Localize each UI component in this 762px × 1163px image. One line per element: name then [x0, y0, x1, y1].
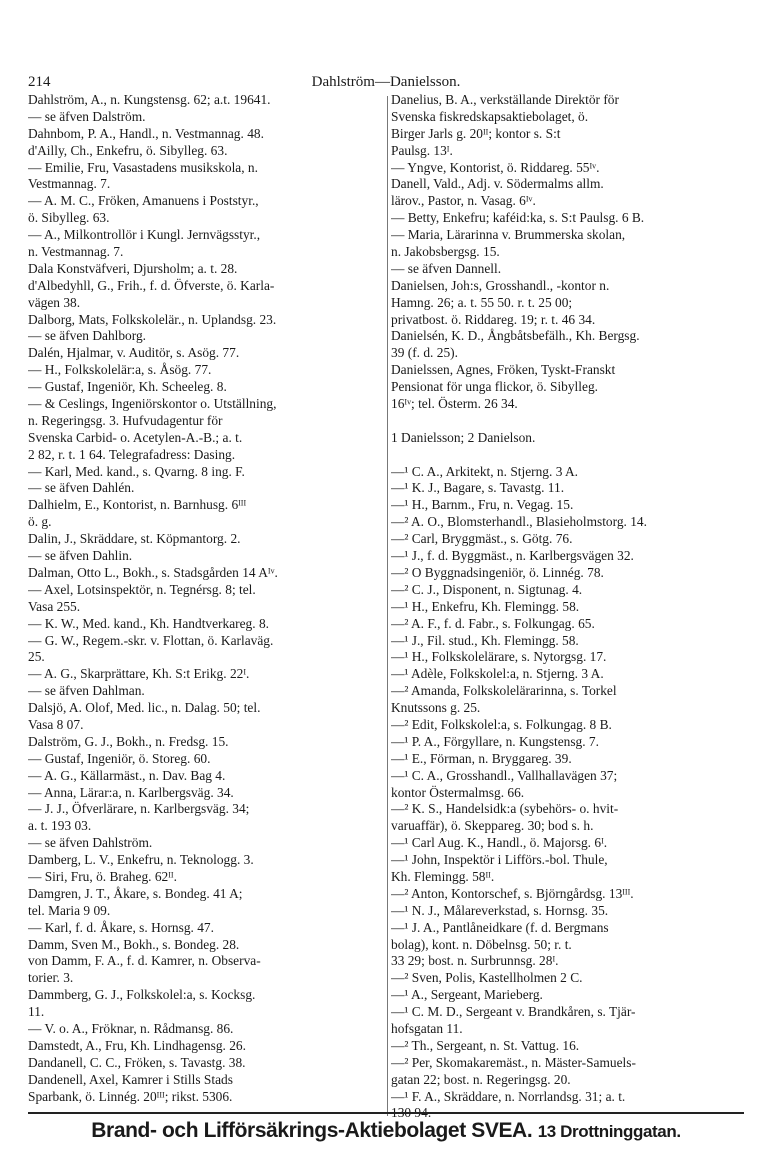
- directory-entry-line: —² Carl, Bryggmäst., s. Götg. 76.: [391, 531, 573, 547]
- directory-entry-line: —² Anton, Kontorschef, s. Björngårdsg. 13ᴵᴵᴵ.: [391, 885, 634, 901]
- directory-entry-line: — Axel, Lotsinspektör, n. Tegnérsg. 8; tel.: [28, 581, 256, 597]
- directory-entry-line: — J. J., Öfverlärare, n. Karlbergsväg. 34;: [28, 801, 250, 817]
- directory-entry-line: Danielsen, Joh:s, Grosshandl., -kontor n.: [391, 277, 610, 293]
- directory-entry-line: Knutssons g. 25.: [391, 700, 481, 716]
- directory-entry-line: ö. Sibylleg. 63.: [28, 210, 110, 226]
- directory-entry-line: Dandenell, Axel, Kamrer i Stills Stads: [28, 1071, 233, 1087]
- directory-entry-line: Damm, Sven M., Bokh., s. Bondeg. 28.: [28, 936, 240, 952]
- directory-entry-line: — Gustaf, Ingeniör, Kh. Scheeleg. 8.: [28, 379, 227, 395]
- directory-entry-line: —² A. F., f. d. Fabr., s. Folkungag. 65.: [391, 615, 595, 631]
- directory-entry-line: Svenska Carbid- o. Acetylen-A.-B.; a. t.: [28, 429, 243, 445]
- directory-entry-line: —¹ John, Inspektör i Lifförs.-bol. Thule,: [391, 852, 608, 868]
- directory-entry-line: hofsgatan 11.: [391, 1020, 463, 1036]
- directory-entry-line: Dalin, J., Skräddare, st. Köpmantorg. 2.: [28, 531, 241, 547]
- directory-entry-line: d'Ailly, Ch., Enkefru, ö. Sibylleg. 63.: [28, 142, 228, 158]
- directory-entry-line: Danelius, B. A., verkställande Direktör för: [391, 92, 619, 107]
- directory-entry-line: — Maria, Lärarinna v. Brummerska skolan,: [391, 227, 626, 243]
- directory-entry-line: [391, 413, 747, 430]
- directory-entry-line: —² Per, Skomakaremäst., n. Mäster-Samuels-: [391, 1054, 636, 1070]
- directory-entry-line: Vestmannag. 7.: [28, 176, 111, 192]
- directory-column-left: [28, 92, 386, 1105]
- directory-entry-line: Dala Konstväfveri, Djursholm; a. t. 28.: [28, 260, 238, 276]
- directory-entry-line: Sparbank, ö. Linnég. 20ᴵᴵᴵ; rikst. 5306.: [28, 1088, 233, 1104]
- directory-entry-line: Dalén, Hjalmar, v. Auditör, s. Asög. 77.: [28, 345, 240, 361]
- directory-entry-line: — se äfven Dahlman.: [28, 683, 145, 699]
- directory-entry-line: — Emilie, Fru, Vasastadens musikskola, n.: [28, 159, 258, 175]
- directory-entry-line: —² Edit, Folkskolel:a, s. Folkungag. 8 B.: [391, 716, 612, 732]
- directory-entry-line: Svenska fiskredskapsaktiebolaget, ö.: [391, 108, 589, 124]
- directory-entry-line: Danell, Vald., Adj. v. Södermalms allm.: [391, 176, 604, 192]
- directory-entry-line: —¹ P. A., Förgyllare, n. Kungstensg. 7.: [391, 733, 599, 749]
- directory-entry-line: Dammberg, G. J., Folkskolel:a, s. Kocksg.: [28, 987, 256, 1003]
- directory-entry-line: 2 82, r. t. 1 64. Telegrafadress: Dasing.: [28, 446, 236, 462]
- directory-entry-line: — G. W., Regem.-skr. v. Flottan, ö. Karlaväg.: [28, 632, 274, 648]
- directory-entry-line: lärov., Pastor, n. Vasag. 6ᴵᵛ.: [391, 193, 536, 209]
- footer-company: Brand- och Lifförsäkrings-Aktiebolaget SVEA.: [91, 1119, 533, 1142]
- directory-entry-line: Damgren, J. T., Åkare, s. Bondeg. 41 A;: [28, 885, 243, 901]
- directory-entry-line: Damstedt, A., Fru, Kh. Lindhagensg. 26.: [28, 1037, 246, 1053]
- directory-entry-line: bolag), kont. n. Döbelnsg. 50; r. t.: [391, 936, 572, 952]
- directory-entry-line: varuaffär), ö. Skeppareg. 30; bod s. h.: [391, 818, 594, 834]
- directory-entry-line: —² K. S., Handelsidk:a (sybehörs- o. hvit-: [391, 801, 619, 817]
- directory-entry-line: kontor Östermalmsg. 66.: [391, 784, 525, 800]
- directory-entry-line: Kh. Flemingg. 58ᴵᴵ.: [391, 868, 495, 884]
- directory-entry-line: —² O Byggnadsingeniör, ö. Linnég. 78.: [391, 564, 604, 580]
- directory-entry-line: —¹ H., Barnm., Fru, n. Vegag. 15.: [391, 497, 574, 513]
- directory-entry-line: Dalsjö, A. Olof, Med. lic., n. Dalag. 50; tel.: [28, 700, 261, 716]
- directory-entry-line: —² Th., Sergeant, n. St. Vattug. 16.: [391, 1037, 580, 1053]
- directory-entry-line: 39 (f. d. 25).: [391, 345, 458, 361]
- directory-entry-line: —¹ E., Förman, n. Bryggareg. 39.: [391, 750, 572, 766]
- directory-entry-line: d'Albedyhll, G., Frih., f. d. Öfverste, ö. Karla-: [28, 277, 275, 293]
- directory-entry-line: —² Amanda, Folkskolelärarinna, s. Torkel: [391, 683, 617, 699]
- directory-entry-line: —¹ N. J., Målareverkstad, s. Hornsg. 35.: [391, 902, 609, 918]
- directory-entry-line: Dalborg, Mats, Folkskolelär., n. Uplandsg. 23.: [28, 311, 277, 327]
- directory-entry-line: — Betty, Enkefru; kaféid:ka, s. S:t Paulsg. 6 B.: [391, 210, 645, 226]
- directory-entry-line: — Siri, Fru, ö. Braheg. 62ᴵᴵ.: [28, 868, 177, 884]
- directory-entry-line: —¹ J., Fil. stud., Kh. Flemingg. 58.: [391, 632, 579, 648]
- directory-entry-line: Vasa 255.: [28, 598, 81, 614]
- directory-entry-line: — se äfven Dahlin.: [28, 548, 133, 564]
- directory-entry-line: — se äfven Dalström.: [28, 108, 146, 124]
- directory-entry-line: [391, 447, 747, 464]
- directory-column-right: [391, 92, 747, 1122]
- directory-entry-line: 11.: [28, 1004, 45, 1020]
- directory-entry-line: — Anna, Lärar:a, n. Karlbergsväg. 34.: [28, 784, 234, 800]
- footer-address: 13 Drottninggatan.: [537, 1122, 681, 1141]
- directory-entry-line: — A. M. C., Fröken, Amanuens i Poststyr.,: [28, 193, 259, 209]
- directory-entry-line: —¹ J. A., Pantlåneidkare (f. d. Bergmans: [391, 919, 609, 935]
- directory-entry-line: 25.: [28, 649, 45, 665]
- directory-entry-line: Dahlström, A., n. Kungstensg. 62; a.t. 19641.: [28, 92, 271, 107]
- directory-entry-line: n. Regeringsg. 3. Hufvudagentur för: [28, 412, 223, 428]
- directory-entry-line: —¹ C. M. D., Sergeant v. Brandkåren, s. Tjär-: [391, 1004, 636, 1020]
- directory-entry-line: Birger Jarls g. 20ᴵᴵ; kontor s. S:t: [391, 125, 561, 141]
- directory-entry-line: Danielsén, K. D., Ångbåtsbefälh., Kh. Bergsg.: [391, 328, 640, 344]
- directory-entry-line: —² Sven, Polis, Kastellholmen 2 C.: [391, 970, 583, 986]
- directory-entry-line: — se äfven Dahlborg.: [28, 328, 147, 344]
- directory-entry-line: n. Jakobsbergsg. 15.: [391, 244, 500, 260]
- directory-entry-line: —¹ A., Sergeant, Marieberg.: [391, 987, 543, 1003]
- directory-entry-line: Dalman, Otto L., Bokh., s. Stadsgården 14 Aᴵᵛ.: [28, 564, 278, 580]
- directory-entry-line: Dandanell, C. C., Fröken, s. Tavastg. 38.: [28, 1054, 246, 1070]
- directory-entry-line: — se äfven Dannell.: [391, 260, 502, 276]
- directory-entry-line: Dahnbom, P. A., Handl., n. Vestmannag. 48.: [28, 125, 264, 141]
- directory-entry-line: — Karl, Med. kand., s. Qvarng. 8 ing. F.: [28, 463, 245, 479]
- directory-entry-line: — & Ceslings, Ingeniörskontor o. Utställning,: [28, 396, 277, 412]
- directory-entry-line: — se äfven Dahlén.: [28, 480, 135, 496]
- directory-entry-line: a. t. 193 03.: [28, 818, 92, 834]
- directory-entry-line: toriег. 3.: [28, 970, 74, 986]
- directory-entry-line: —¹ K. J., Bagare, s. Tavastg. 11.: [391, 480, 565, 496]
- directory-entry-line: Vasa 8 07.: [28, 716, 84, 732]
- directory-entry-line: —¹ F. A., Skräddare, n. Norrlandsg. 31; a. t.: [391, 1088, 626, 1104]
- directory-entry-line: —¹ C. A., Grosshandl., Vallhallavägen 37;: [391, 767, 618, 783]
- directory-entry-line: Pensionat för unga flickor, ö. Sibylleg.: [391, 379, 598, 395]
- running-title: Dahlström—Danielsson.: [311, 74, 461, 90]
- directory-entry-line: —¹ C. A., Arkitekt, n. Stjerng. 3 A.: [391, 463, 579, 479]
- directory-entry-line: — Yngve, Kontorist, ö. Riddareg. 55ᴵᵛ.: [391, 159, 600, 175]
- directory-entry-line: — K. W., Med. kand., Kh. Handtverkareg. 8.: [28, 615, 269, 631]
- directory-entry-line: Paulsg. 13ᴵ.: [391, 142, 453, 158]
- directory-entry-line: 130 94.: [391, 1105, 432, 1121]
- directory-entry-line: — H., Folkskolelär:a, s. Åsög. 77.: [28, 362, 212, 378]
- directory-entry-line: — A., Milkontrollör i Kungl. Jernvägsstyr.,: [28, 227, 261, 243]
- directory-entry-line: —¹ H., Folkskolelärare, s. Nytorgsg. 17.: [391, 649, 607, 665]
- directory-entry-line: privatbost. ö. Riddareg. 19; r. t. 46 34.: [391, 311, 596, 327]
- directory-entry-line: tel. Maria 9 09.: [28, 902, 111, 918]
- directory-entry-line: —¹ Carl Aug. K., Handl., ö. Majorsg. 6ᴵ.: [391, 835, 608, 851]
- page-number: 214: [28, 74, 51, 90]
- column-divider: [387, 96, 388, 1116]
- directory-entry-line: ö. g.: [28, 514, 52, 530]
- directory-entry-line: —¹ H., Enkefru, Kh. Flemingg. 58.: [391, 598, 580, 614]
- directory-entry-line: — A. G., Källarmäst., n. Dav. Bag 4.: [28, 767, 226, 783]
- directory-entry-line: — A. G., Skarprättare, Kh. S:t Erikg. 22ᴵ.: [28, 666, 250, 682]
- directory-entry-line: 33 29; bost. n. Surbrunnsg. 28ᴵ.: [391, 953, 559, 969]
- directory-entry-line: Dalström, G. J., Bokh., n. Fredsg. 15.: [28, 733, 229, 749]
- directory-entry-line: —² A. O., Blomsterhandl., Blasieholmstorg. 14.: [391, 514, 647, 530]
- directory-entry-line: 16ᴵᵛ; tel. Österm. 26 34.: [391, 396, 518, 412]
- directory-entry-line: —¹ Adèle, Folkskolel:a, n. Stjerng. 3 A.: [391, 666, 604, 682]
- directory-entry-line: von Damm, F. A., f. d. Kamrer, n. Observa-: [28, 953, 261, 969]
- directory-entry-line: Hamng. 26; a. t. 55 50. r. t. 25 00;: [391, 294, 573, 310]
- footer-advertisement: [28, 1112, 744, 1148]
- directory-entry-line: — Gustaf, Ingeniör, ö. Storeg. 60.: [28, 750, 211, 766]
- directory-entry-line: — Karl, f. d. Åkare, s. Hornsg. 47.: [28, 919, 214, 935]
- directory-entry-line: 1 Danielsson; 2 Danielson.: [391, 429, 536, 445]
- directory-entry-line: vägen 38.: [28, 294, 81, 310]
- directory-entry-line: —¹ J., f. d. Byggmäst., n. Karlbergsvägen 32.: [391, 548, 634, 564]
- directory-entry-line: Dalhielm, E., Kontorist, n. Barnhusg. 6ᴵᴵᴵ: [28, 497, 247, 513]
- directory-entry-line: — se äfven Dahlström.: [28, 835, 153, 851]
- directory-entry-line: —² C. J., Disponent, n. Sigtunag. 4.: [391, 581, 583, 597]
- directory-entry-line: gatan 22; bost. n. Regeringsg. 20.: [391, 1071, 571, 1087]
- directory-entry-line: — V. o. A., Fröknar, n. Rådmansg. 86.: [28, 1020, 234, 1036]
- directory-entry-line: Danielssen, Agnes, Fröken, Tyskt-Franskt: [391, 362, 616, 378]
- directory-entry-line: Damberg, L. V., Enkefru, n. Teknologg. 3.: [28, 852, 254, 868]
- directory-entry-line: n. Vestmannag. 7.: [28, 244, 124, 260]
